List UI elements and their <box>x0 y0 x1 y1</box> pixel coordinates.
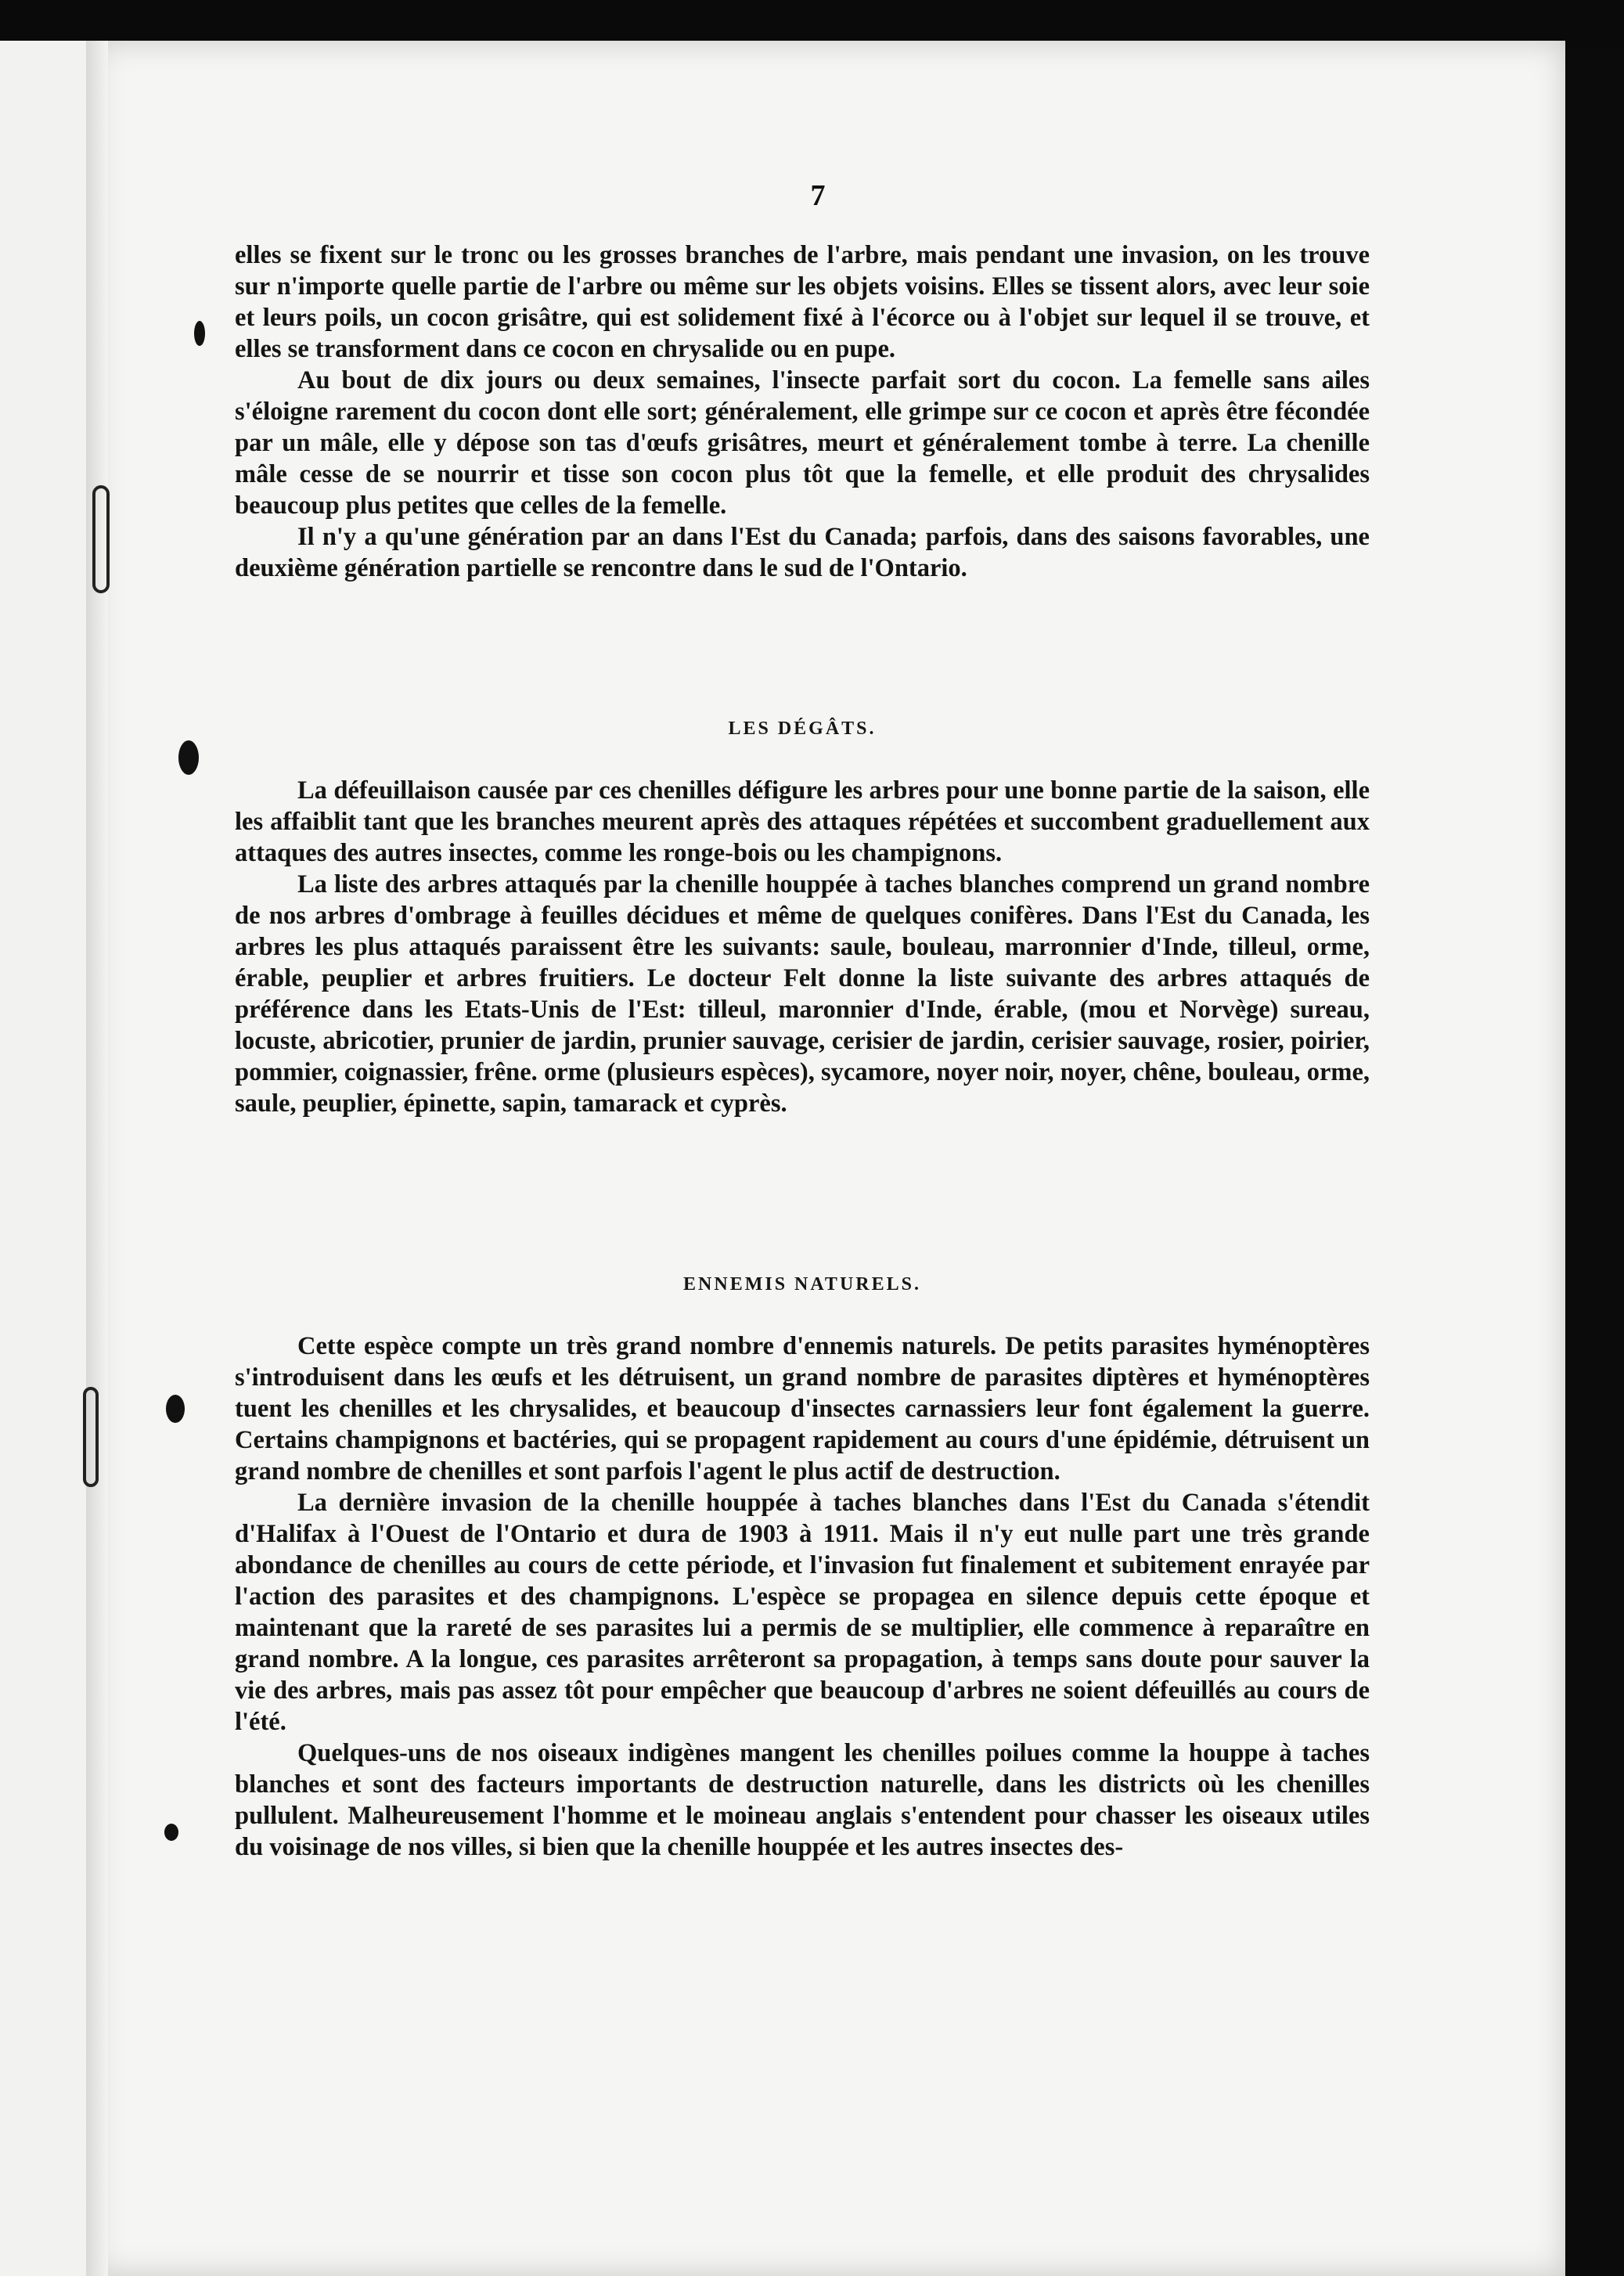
paragraph: Il n'y a qu'une génération par an dans l'Est du Canada; parfois, dans des saisons favorables, une deuxième génération partielle se rencontre dans le sud de l'Ontario. <box>235 523 1370 582</box>
paragraph: Quelques-uns de nos oiseaux indigènes mangent les chenilles poilues comme la houppe à taches blanches et sont des facteurs importants de destruction naturelle, dans les districts où les chenilles pullulent. Malheureusement l'homme et le moineau anglais s'entendent pour chasser les oiseaux utiles du voisinage de nos villes, si bien que la chenille houppée et les autres insectes des- <box>235 1739 1370 1861</box>
paragraph: La dernière invasion de la chenille houppée à taches blanches dans l'Est du Canada s'étendit d'Halifax à l'Ouest de l'Ontario et dura de 1903 à 1911. Mais il n'y eut nulle part une très grande abondance de chenilles au cours de cette période, et l'invasion fut finalement et subitement enrayée par l'action des parasites et des champignons. L'espèce se propagea en silence depuis cette époque et maintenant que la rareté de ses parasites lui a permis de se multiplier, elle commence à reparaître en grand nombre. A la longue, ces parasites arrêteront sa propagation, à temps sans doute pour sauver la vie des arbres, mais pas assez tôt pour empêcher que beaucoup d'arbres ne soient défeuillés au cours de l'été. <box>235 1489 1370 1736</box>
page-number: 7 <box>810 179 826 212</box>
punch-hole-mark <box>178 740 199 775</box>
binder-clip-mark <box>83 1387 99 1487</box>
binding-shadow <box>86 41 108 2276</box>
intro-text <box>235 239 1370 584</box>
punch-hole-mark <box>166 1395 185 1423</box>
section-heading-degats: LES DÉGÂTS. <box>728 718 877 739</box>
section-heading-ennemis: ENNEMIS NATURELS. <box>683 1274 921 1295</box>
ennemis-text <box>235 1331 1370 1863</box>
film-border-right <box>1565 47 1624 2276</box>
paragraph: La défeuillaison causée par ces chenilles défigure les arbres pour une bonne partie de la saison, elle les affaiblit tant que les branches meurent après des attaques répétées et succombent graduellement aux attaques des autres insectes, comme les ronge-bois ou les champignons. <box>235 776 1370 867</box>
paragraph: La liste des arbres attaqués par la chenille houppée à taches blanches comprend un grand nombre de nos arbres d'ombrage à feuilles décidues et même de quelques conifères. Dans l'Est du Canada, les arbres les plus attaqués paraissent être les suivants: saule, bouleau, marronnier d'Inde, tilleul, orme, érable, peuplier et arbres fruitiers. Le docteur Felt donne la liste suivante des arbres attaqués de préférence dans les Etats-Unis de l'Est: tilleul, maronnier d'Inde, érable, (mou et Norvège) sureau, locuste, abricotier, prunier de jardin, prunier sauvage, cerisier de jardin, cerisier sauvage, rosier, poirier, pommier, coignassier, frêne. orme (plusieurs espèces), sycamore, noyer noir, noyer, chêne, bouleau, orme, saule, peuplier, épinette, sapin, tamarack et cyprès. <box>235 870 1370 1118</box>
degats-text <box>235 775 1370 1119</box>
facing-page-edge <box>0 41 94 2276</box>
binder-clip-mark <box>92 485 110 593</box>
paragraph: Cette espèce compte un très grand nombre d'ennemis naturels. De petits parasites hyménoptères s'introduisent dans les œufs et les détruisent, un grand nombre de parasites diptères et hyménoptères tuent les chenilles et les chrysalides, et beaucoup d'insectes carnassiers leur font également la guerre. Certains champignons et bactéries, qui se propagent rapidement au cours d'une épidémie, détruisent un grand nombre de chenilles et sont parfois l'agent le plus actif de destruction. <box>235 1332 1370 1486</box>
paragraph: Au bout de dix jours ou deux semaines, l'insecte parfait sort du cocon. La femelle sans ailes s'éloigne rarement du cocon dont elle sort; généralement, elle grimpe sur ce cocon et après être fécondée par un mâle, elle y dépose son tas d'œufs grisâtres, meurt et généralement tombe à terre. La chenille mâle cesse de se nourrir et tisse son cocon plus tôt que la femelle, et elle produit des chrysalides beaucoup plus petites que celles de la femelle. <box>235 366 1370 520</box>
paragraph: elles se fixent sur le tronc ou les grosses branches de l'arbre, mais pendant une invasion, on les trouve sur n'importe quelle partie de l'arbre ou même sur les objets voisins. Elles se tissent alors, avec leur soie et leurs poils, un cocon grisâtre, qui est solidement fixé à l'écorce ou à l'objet sur lequel il se trouve, et elles se transforment dans ce cocon en chrysalide ou en pupe. <box>235 241 1370 363</box>
punch-hole-mark <box>164 1824 178 1841</box>
punch-hole-mark <box>194 321 205 346</box>
